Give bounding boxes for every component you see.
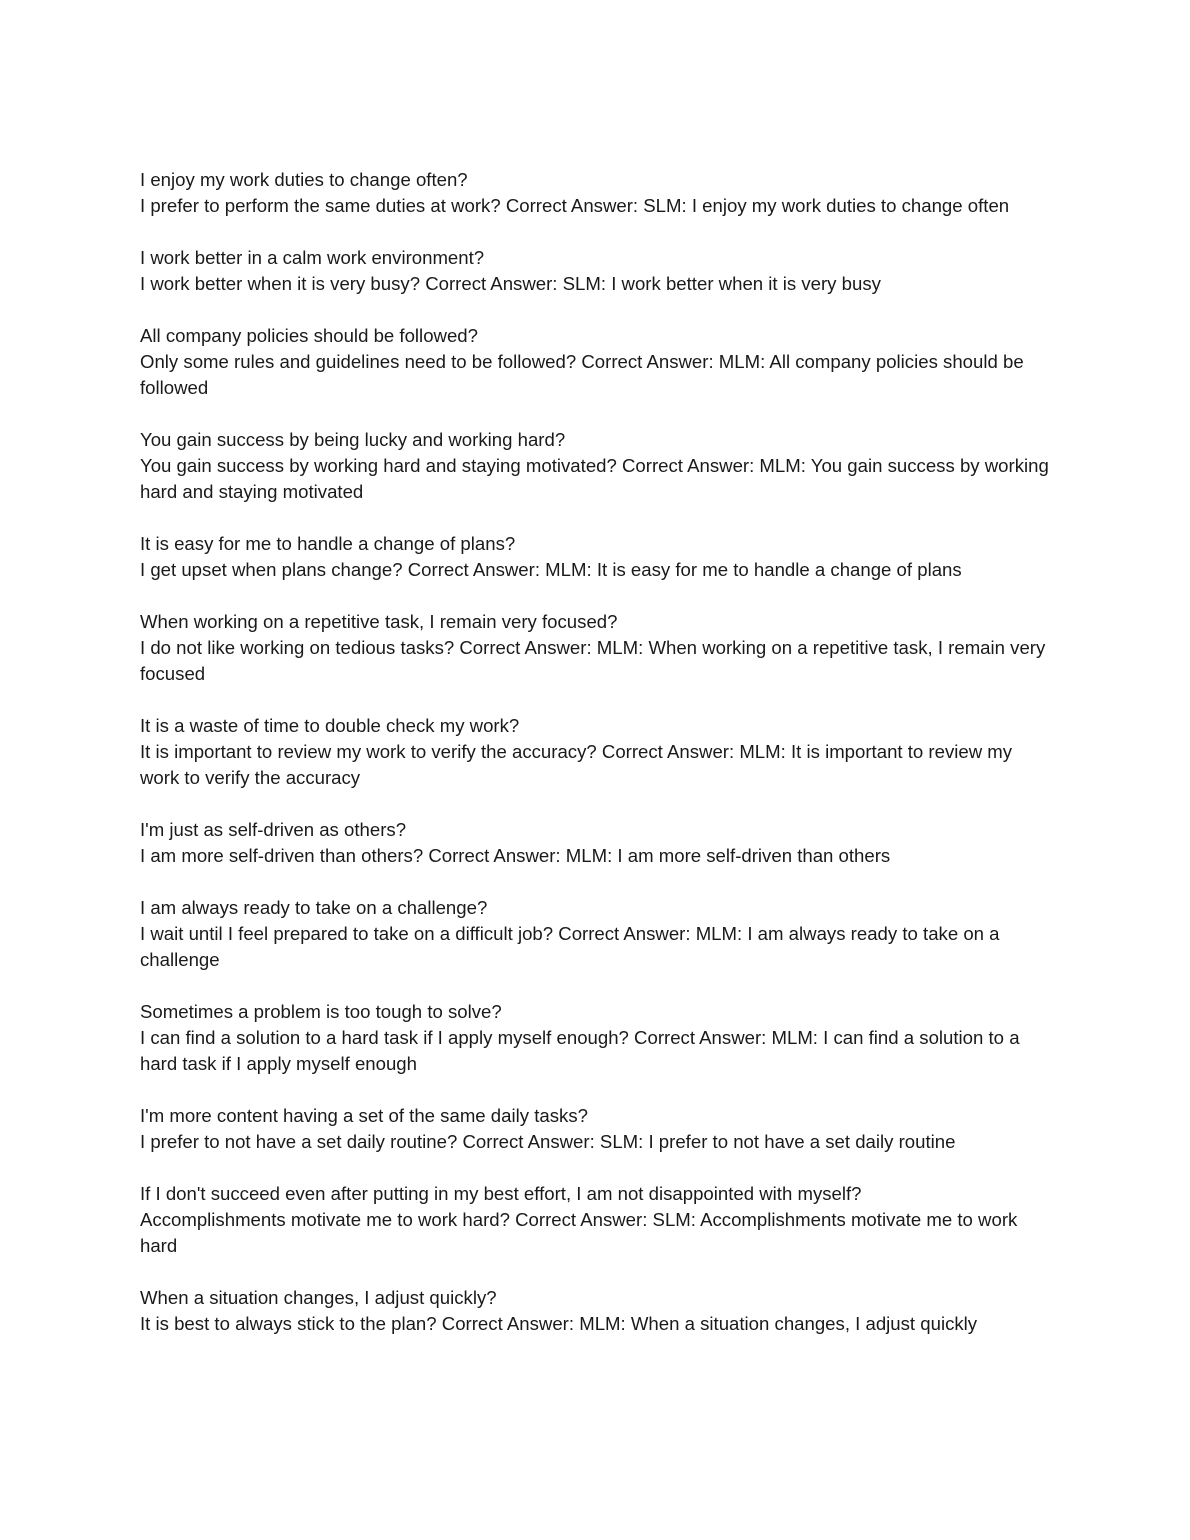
answer-line: I am more self-driven than others? Correct Answer: MLM: I am more self-driven than others xyxy=(140,845,891,866)
answer-line: I prefer to not have a set daily routine? Correct Answer: SLM: I prefer to not have a set daily routine xyxy=(140,1131,956,1152)
qa-item xyxy=(140,1285,1052,1337)
question-prompt: I am always ready to take on a challenge? xyxy=(140,897,488,918)
qa-item xyxy=(140,609,1052,687)
answer-line: I do not like working on tedious tasks? Correct Answer: MLM: When working on a repetitive task, I remain very focused xyxy=(140,637,1046,684)
qa-list xyxy=(140,167,1052,1363)
qa-item xyxy=(140,245,1052,297)
question-prompt: All company policies should be followed? xyxy=(140,325,478,346)
qa-item xyxy=(140,1181,1052,1259)
question-prompt: When working on a repetitive task, I remain very focused? xyxy=(140,611,618,632)
answer-line: I get upset when plans change? Correct Answer: MLM: It is easy for me to handle a change of plans xyxy=(140,559,962,580)
question-prompt: When a situation changes, I adjust quickly? xyxy=(140,1287,497,1308)
answer-line: Only some rules and guidelines need to be followed? Correct Answer: MLM: All company policies should be followed xyxy=(140,351,1024,398)
question-prompt: I'm just as self-driven as others? xyxy=(140,819,407,840)
question-prompt: I enjoy my work duties to change often? xyxy=(140,169,468,190)
qa-item xyxy=(140,713,1052,791)
answer-line: I wait until I feel prepared to take on a difficult job? Correct Answer: MLM: I am always ready to take on a challenge xyxy=(140,923,1000,970)
qa-item xyxy=(140,323,1052,401)
answer-line: I prefer to perform the same duties at work? Correct Answer: SLM: I enjoy my work duties to change often xyxy=(140,195,1010,216)
question-prompt: You gain success by being lucky and working hard? xyxy=(140,429,566,450)
question-prompt: I'm more content having a set of the same daily tasks? xyxy=(140,1105,588,1126)
question-prompt: Sometimes a problem is too tough to solve? xyxy=(140,1001,502,1022)
qa-item xyxy=(140,895,1052,973)
qa-item xyxy=(140,531,1052,583)
qa-item xyxy=(140,999,1052,1077)
answer-line: Accomplishments motivate me to work hard? Correct Answer: SLM: Accomplishments motivate me to work hard xyxy=(140,1209,1018,1256)
answer-line: It is best to always stick to the plan? Correct Answer: MLM: When a situation changes, I adjust quickly xyxy=(140,1313,978,1334)
qa-item xyxy=(140,427,1052,505)
qa-item xyxy=(140,817,1052,869)
answer-line: I can find a solution to a hard task if I apply myself enough? Correct Answer: MLM: I can find a solution to a hard task if I apply myself enough xyxy=(140,1027,1020,1074)
question-prompt: It is easy for me to handle a change of plans? xyxy=(140,533,516,554)
answer-line: It is important to review my work to verify the accuracy? Correct Answer: MLM: It is important to review my work to verify the accuracy xyxy=(140,741,1013,788)
qa-item xyxy=(140,1103,1052,1155)
qa-item xyxy=(140,167,1052,219)
answer-line: You gain success by working hard and staying motivated? Correct Answer: MLM: You gain success by working hard and staying motivated xyxy=(140,455,1049,502)
question-prompt: If I don't succeed even after putting in my best effort, I am not disappointed with myself? xyxy=(140,1183,862,1204)
question-prompt: It is a waste of time to double check my work? xyxy=(140,715,520,736)
question-prompt: I work better in a calm work environment? xyxy=(140,247,485,268)
answer-line: I work better when it is very busy? Correct Answer: SLM: I work better when it is very busy xyxy=(140,273,881,294)
